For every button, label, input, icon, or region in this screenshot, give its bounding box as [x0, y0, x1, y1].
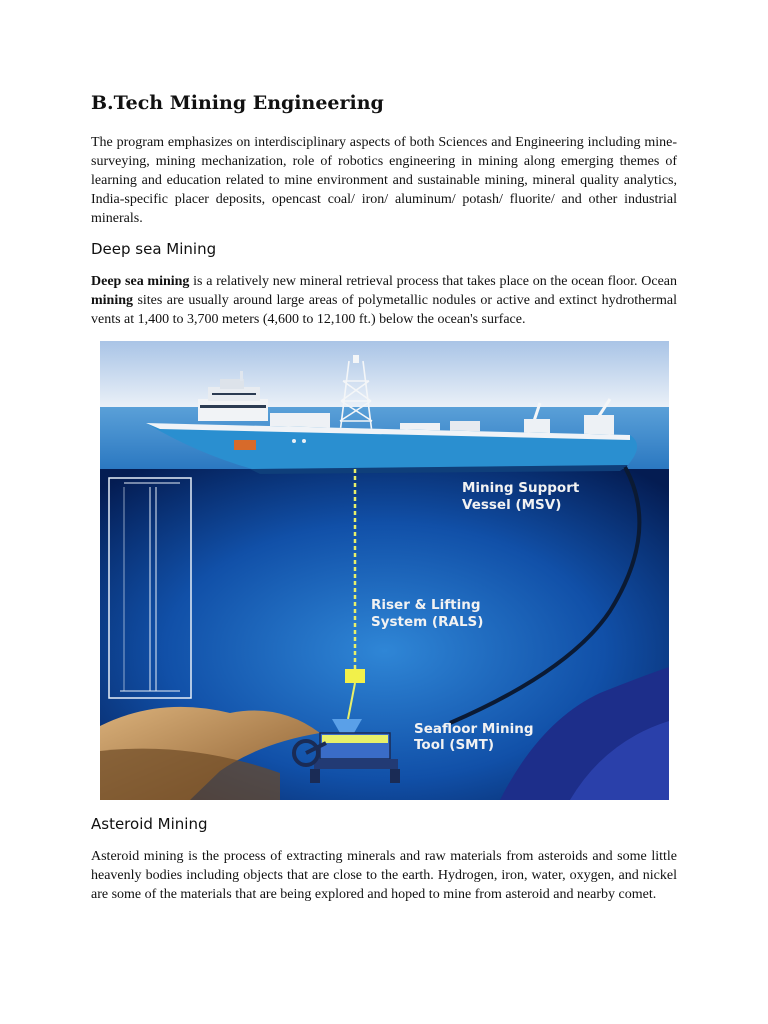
deep-sea-text-b: sites are usually around large areas of polymetallic nodules or active and extinct hydrothermal vents at 1,400 to 3,700 meters (4,600 to 12,100 ft.) below the ocean's surface.: [91, 293, 677, 327]
sky: [100, 341, 669, 411]
rals-label-line2: System (RALS): [371, 614, 484, 630]
smt-label-line2: Tool (SMT): [414, 737, 494, 753]
page-title: B.Tech Mining Engineering: [91, 92, 384, 114]
deep-sea-heading: Deep sea Mining: [91, 240, 217, 258]
asteroid-paragraph: Asteroid mining is the process of extracting minerals and raw materials from asteroids and some little heavenly bodies including objects that are close to the earth. Hydrogen, iron, water, oxygen, and nickel are some of the materials that are being explored and hoped to mine from asteroid and nearby comet.: [91, 849, 677, 902]
asteroid-heading: Asteroid Mining: [91, 815, 208, 833]
rals-label-line1: Riser & Lifting: [371, 597, 481, 613]
deep-sea-paragraph: [91, 272, 677, 329]
lifting-buffer: [345, 669, 365, 683]
intro-paragraph: The program emphasizes on interdisciplinary aspects of both Sciences and Engineering including mine-surveying, mining mechanization, role of robotics engineering in mining along emerging themes of learning and education related to mine environment and sustainable mining, mineral quality analytics, India-specific placer deposits, opencast coal/ iron/ aluminum/ potash/ fluorite/ and other industrial minerals.: [91, 135, 677, 226]
deep-sea-term: Deep sea mining: [91, 274, 190, 289]
msv-label-line2: Vessel (MSV): [462, 497, 562, 513]
msv-label-line1: Mining Support: [462, 480, 580, 496]
smt-label-line1: Seafloor Mining: [414, 721, 534, 737]
mining-term: mining: [91, 293, 134, 308]
deep-sea-text-a: is a relatively new mineral retrieval process that takes place on the ocean floor. Ocean: [189, 274, 677, 289]
deep-sea-mining-diagram: [100, 341, 669, 800]
